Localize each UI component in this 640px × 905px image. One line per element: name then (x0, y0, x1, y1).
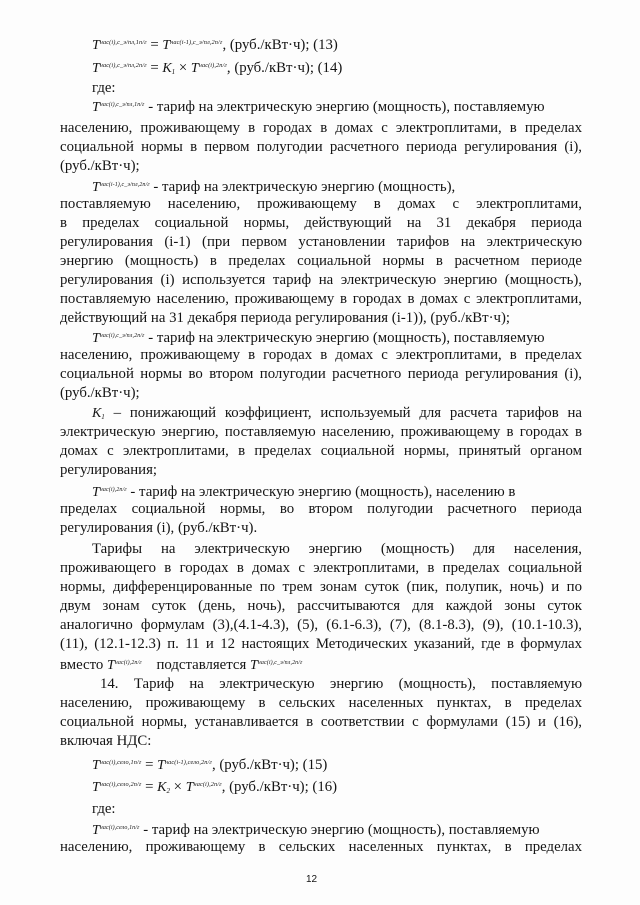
paragraph-1-line-7: вместо $T^{нас(i),2п/г}$ подставляется $T^{нас(i),с\_э/пл,2п/г}$ (60, 657, 303, 673)
definition-2-line-8: действующий на 31 декабря периода регулирования (i-1)), (руб./кВт·ч); (60, 310, 511, 326)
definition-4-line-3: домах с электроплитами, в пределах социальной нормы, принятый органом (60, 443, 582, 459)
definition-1-line-4: (руб./кВт·ч); (60, 158, 140, 174)
formula-14: $T^{нас(i),с\_э/пл,2п/г} = К1 \times T^{нас(i),2п/г}$, (руб./кВт·ч); (14) (92, 60, 343, 76)
definition-3-line-1: $T^{нас(i),с\_э/пл,2п/г}$ - тариф на электрическую энергию (мощность), поставляемую (92, 330, 545, 346)
where-label-2: где: (92, 801, 116, 817)
definition-4-line-1: К1 – понижающий коэффициент, используемый для расчета тарифов на (92, 405, 582, 421)
page-number: 12 (306, 874, 318, 885)
paragraph-1-line-3: нормы, дифференцированные по трем зонам суток (пик, полупик, ночь) и по (60, 579, 582, 595)
definition-3-line-3: социальной нормы во втором полугодии расчетного периода регулирования (i), (60, 366, 582, 382)
definition-5-line-3: регулирования (i), (руб./кВт·ч). (60, 520, 258, 536)
formula-13: $T^{нас(i),с\_э/пл,1п/г} = T^{нас(i-1),с\_э/пл,2п/г}$, (руб./кВт·ч); (13) (92, 37, 338, 53)
definition-2-line-4: регулирования (i-1) (при первом установлении тарифов на электрическую (60, 234, 582, 250)
definition-2-line-7: поставляемую населению, проживающему в городах в домах с электроплитами, (60, 291, 582, 307)
definition-1-line-3: социальной нормы в первом полугодии расчетного периода регулирования (i), (60, 139, 582, 155)
paragraph-2-line-3: социальной нормы, устанавливается в соответствии с формулами (15) и (16), (60, 714, 582, 730)
definition-2-line-1: $T^{нас(i-1),с\_э/пл,2п/г}$ - тариф на электрическую энергию (мощность), (92, 179, 456, 195)
formula-15: $T^{нас(i),село,1п/г} = T^{нас(i-1),село,2п/г}$, (руб./кВт·ч); (15) (92, 757, 328, 773)
paragraph-1-line-6: (11), (12.1-12.3) п. 11 и 12 настоящих Методических указаний, где в формулах (60, 636, 582, 652)
definition-6-line-2: населению, проживающему в сельских населенных пунктах, в пределах (60, 839, 582, 855)
definition-2-line-3: в пределах социальной нормы, действующий на 31 декабря периода (60, 215, 582, 231)
definition-3-line-2: населению, проживающему в городах в домах с электроплитами, в пределах (60, 347, 582, 363)
definition-4-line-4: регулирования; (60, 462, 157, 478)
paragraph-2-line-1: 14. Тариф на электрическую энергию (мощность), поставляемую (100, 676, 582, 692)
paragraph-1-line-5: аналогично формулам (3),(4.1-4.3), (5), (6.1-6.3), (7), (8.1-8.3), (9), (10.1-10.3), (60, 617, 582, 633)
definition-5-line-1: $T^{нас(i),2п/г}$ - тариф на электрическую энергию (мощность), населению в (92, 484, 516, 500)
definition-3-line-4: (руб./кВт·ч); (60, 385, 140, 401)
definition-1-line-1: $T^{нас(i),с\_э/пл,1п/г}$ - тариф на электрическую энергию (мощность), поставляемую (92, 99, 545, 115)
paragraph-1-line-2: проживающего в городах в домах с электроплитами, в пределах социальной (60, 560, 582, 576)
paragraph-2-line-2: населению, проживающему в сельских населенных пунктах, в пределах (60, 695, 582, 711)
definition-2-line-5: энергию (мощность) в пределах социальной нормы в расчетном периоде (60, 253, 582, 269)
definition-6-line-1: $T^{нас(i),село,1п/г}$ - тариф на электрическую энергию (мощность), поставляемую (92, 822, 540, 838)
formula-16: $T^{нас(i),село,2п/г} = К2 \times T^{нас(i),2п/г}$, (руб./кВт·ч); (16) (92, 779, 338, 795)
definition-5-line-2: пределах социальной нормы, во втором полугодии расчетного периода (60, 501, 582, 517)
where-label: где: (92, 80, 116, 96)
paragraph-1-line-1: Тарифы на электрическую энергию (мощность) для населения, (92, 541, 582, 557)
definition-2-line-2: поставляемую населению, проживающему в домах с электроплитами, (60, 196, 582, 212)
definition-1-line-2: населению, проживающему в городах в домах с электроплитами, в пределах (60, 120, 582, 136)
paragraph-2-line-4: включая НДС: (60, 733, 152, 749)
definition-2-line-6: регулирования (i) используется тариф на электрическую энергию (мощность), (60, 272, 582, 288)
definition-4-line-2: электрическую энергию, поставляемую населению, проживающему в городах в (60, 424, 582, 440)
paragraph-1-line-4: двум зонам суток (день, ночь), рассчитываются для каждой зоны суток (60, 598, 582, 614)
